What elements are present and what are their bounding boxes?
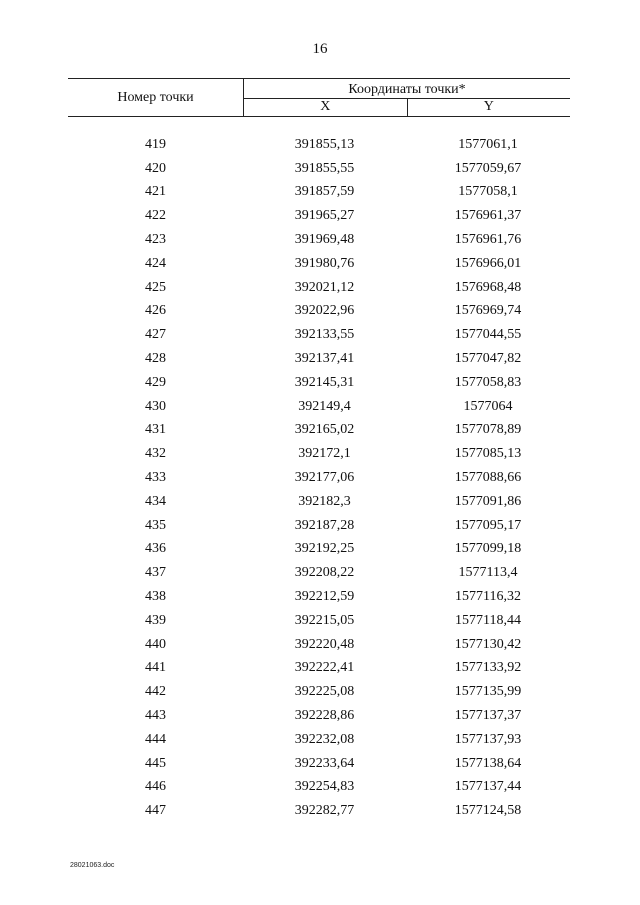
- point-number-cell: 447: [145, 803, 166, 819]
- table-row: [68, 752, 570, 776]
- point-number-cell: 435: [145, 517, 166, 533]
- y-coordinate-cell: 1576961,37: [454, 208, 522, 224]
- y-coordinate-cell: 1576969,74: [454, 303, 522, 319]
- y-coordinate-cell: 1577099,18: [454, 541, 522, 557]
- x-coordinate-cell: 392225,08: [294, 684, 355, 700]
- page-number: 16: [312, 41, 328, 57]
- x-coordinate-cell: 391965,27: [294, 208, 355, 224]
- table-row: [68, 276, 570, 300]
- table-row: [68, 204, 570, 228]
- x-coordinate-cell: 392282,77: [294, 803, 355, 819]
- table-row: [68, 133, 570, 157]
- table-row: [68, 538, 570, 562]
- y-coordinate-cell: 1576966,01: [454, 255, 522, 271]
- x-coordinate-cell: 392177,06: [294, 470, 355, 486]
- table-body: [68, 133, 570, 823]
- table-row: [68, 776, 570, 800]
- table-row: [68, 347, 570, 371]
- header-point-number: Номер точки: [68, 79, 244, 116]
- point-number-cell: 438: [145, 589, 166, 605]
- x-coordinate-cell: 391855,13: [294, 136, 355, 152]
- point-number-cell: 421: [145, 184, 166, 200]
- table-row: [68, 704, 570, 728]
- point-number-cell: 420: [145, 160, 166, 176]
- table-row: [68, 561, 570, 585]
- x-coordinate-cell: 392182,3: [298, 493, 351, 509]
- x-coordinate-cell: 391969,48: [294, 232, 355, 248]
- table-row: [68, 157, 570, 181]
- point-number-cell: 437: [145, 565, 166, 581]
- header-subcolumns: [244, 98, 570, 117]
- point-number-cell: 423: [145, 232, 166, 248]
- point-number-cell: 431: [145, 422, 166, 438]
- x-coordinate-cell: 392021,12: [294, 279, 355, 295]
- y-coordinate-cell: 1577061,1: [458, 136, 518, 152]
- x-coordinate-cell: 392215,05: [294, 612, 355, 628]
- table-row: [68, 490, 570, 514]
- x-coordinate-cell: 391857,59: [294, 184, 355, 200]
- point-number-cell: 432: [145, 446, 166, 462]
- y-coordinate-cell: 1577095,17: [454, 517, 522, 533]
- table-header: [68, 78, 570, 117]
- point-number-cell: 434: [145, 493, 166, 509]
- x-coordinate-cell: 392220,48: [294, 636, 355, 652]
- header-x: X: [244, 99, 408, 117]
- y-coordinate-cell: 1577116,32: [455, 589, 521, 605]
- y-coordinate-cell: 1577113,4: [458, 565, 518, 581]
- y-coordinate-cell: 1577124,58: [454, 803, 522, 819]
- table-row: [68, 609, 570, 633]
- x-coordinate-cell: 392165,02: [294, 422, 355, 438]
- table-row: [68, 657, 570, 681]
- y-coordinate-cell: 1577047,82: [454, 351, 522, 367]
- point-number-cell: 424: [145, 255, 166, 271]
- x-coordinate-cell: 392133,55: [294, 327, 355, 343]
- y-coordinate-cell: 1577044,55: [454, 327, 522, 343]
- point-number-cell: 422: [145, 208, 166, 224]
- point-number-cell: 442: [145, 684, 166, 700]
- point-number-cell: 429: [145, 374, 166, 390]
- y-coordinate-cell: 1576961,76: [454, 232, 522, 248]
- y-coordinate-cell: 1577078,89: [454, 422, 522, 438]
- x-coordinate-cell: 392254,83: [294, 779, 355, 795]
- point-number-cell: 443: [145, 708, 166, 724]
- point-number-cell: 441: [145, 660, 166, 676]
- header-coordinates: Координаты точки*: [348, 82, 466, 97]
- point-number-cell: 439: [145, 612, 166, 628]
- coordinates-table: [68, 78, 570, 823]
- table-row: [68, 300, 570, 324]
- table-row: [68, 585, 570, 609]
- point-number-cell: 428: [145, 351, 166, 367]
- table-row: [68, 680, 570, 704]
- y-coordinate-cell: 1577137,37: [454, 708, 522, 724]
- table-row: [68, 442, 570, 466]
- y-coordinate-cell: 1577088,66: [454, 470, 522, 486]
- table-row: [68, 395, 570, 419]
- y-coordinate-cell: 1577130,42: [454, 636, 522, 652]
- x-coordinate-cell: 392172,1: [298, 446, 351, 462]
- y-coordinate-cell: 1577137,44: [454, 779, 522, 795]
- table-row: [68, 799, 570, 823]
- point-number-cell: 425: [145, 279, 166, 295]
- y-coordinate-cell: 1577133,92: [454, 660, 522, 676]
- table-row: [68, 371, 570, 395]
- x-coordinate-cell: 392187,28: [294, 517, 355, 533]
- x-coordinate-cell: 392208,22: [294, 565, 355, 581]
- table-row: [68, 228, 570, 252]
- document-code: 28021063.doc: [70, 862, 115, 869]
- header-y: Y: [483, 99, 494, 114]
- table-row: [68, 323, 570, 347]
- y-coordinate-cell: 1577085,13: [454, 446, 522, 462]
- x-coordinate-cell: 392222,41: [294, 660, 355, 676]
- x-coordinate-cell: 392192,25: [294, 541, 355, 557]
- y-coordinate-cell: 1576968,48: [454, 279, 522, 295]
- table-row: [68, 633, 570, 657]
- table-row: [68, 728, 570, 752]
- x-coordinate-cell: 392232,08: [294, 731, 355, 747]
- point-number-cell: 445: [145, 755, 166, 771]
- x-coordinate-cell: 391980,76: [294, 255, 355, 271]
- y-coordinate-cell: 1577064: [463, 398, 513, 414]
- x-coordinate-cell: 392137,41: [294, 351, 355, 367]
- point-number-cell: 440: [145, 636, 166, 652]
- point-number-cell: 419: [145, 136, 166, 152]
- table-row: [68, 514, 570, 538]
- x-coordinate-cell: 392212,59: [294, 589, 355, 605]
- x-coordinate-cell: 391855,55: [294, 160, 355, 176]
- point-number-cell: 446: [145, 779, 166, 795]
- x-coordinate-cell: 392145,31: [294, 374, 355, 390]
- point-number-cell: 436: [145, 541, 166, 557]
- y-coordinate-cell: 1577058,83: [454, 374, 522, 390]
- y-coordinate-cell: 1577118,44: [455, 612, 521, 628]
- y-coordinate-cell: 1577137,93: [454, 731, 522, 747]
- y-coordinate-cell: 1577059,67: [454, 160, 522, 176]
- table-row: [68, 252, 570, 276]
- x-coordinate-cell: 392228,86: [294, 708, 355, 724]
- point-number-cell: 430: [145, 398, 166, 414]
- point-number-cell: 444: [145, 731, 166, 747]
- y-coordinate-cell: 1577138,64: [454, 755, 522, 771]
- point-number-cell: 427: [145, 327, 166, 343]
- x-coordinate-cell: 392022,96: [294, 303, 355, 319]
- y-coordinate-cell: 1577135,99: [454, 684, 522, 700]
- y-coordinate-cell: 1577091,86: [454, 493, 522, 509]
- point-number-cell: 433: [145, 470, 166, 486]
- y-coordinate-cell: 1577058,1: [458, 184, 518, 200]
- point-number-cell: 426: [145, 303, 166, 319]
- x-coordinate-cell: 392149,4: [298, 398, 351, 414]
- table-row: [68, 466, 570, 490]
- x-coordinate-cell: 392233,64: [294, 755, 355, 771]
- table-row: [68, 419, 570, 443]
- table-row: [68, 181, 570, 205]
